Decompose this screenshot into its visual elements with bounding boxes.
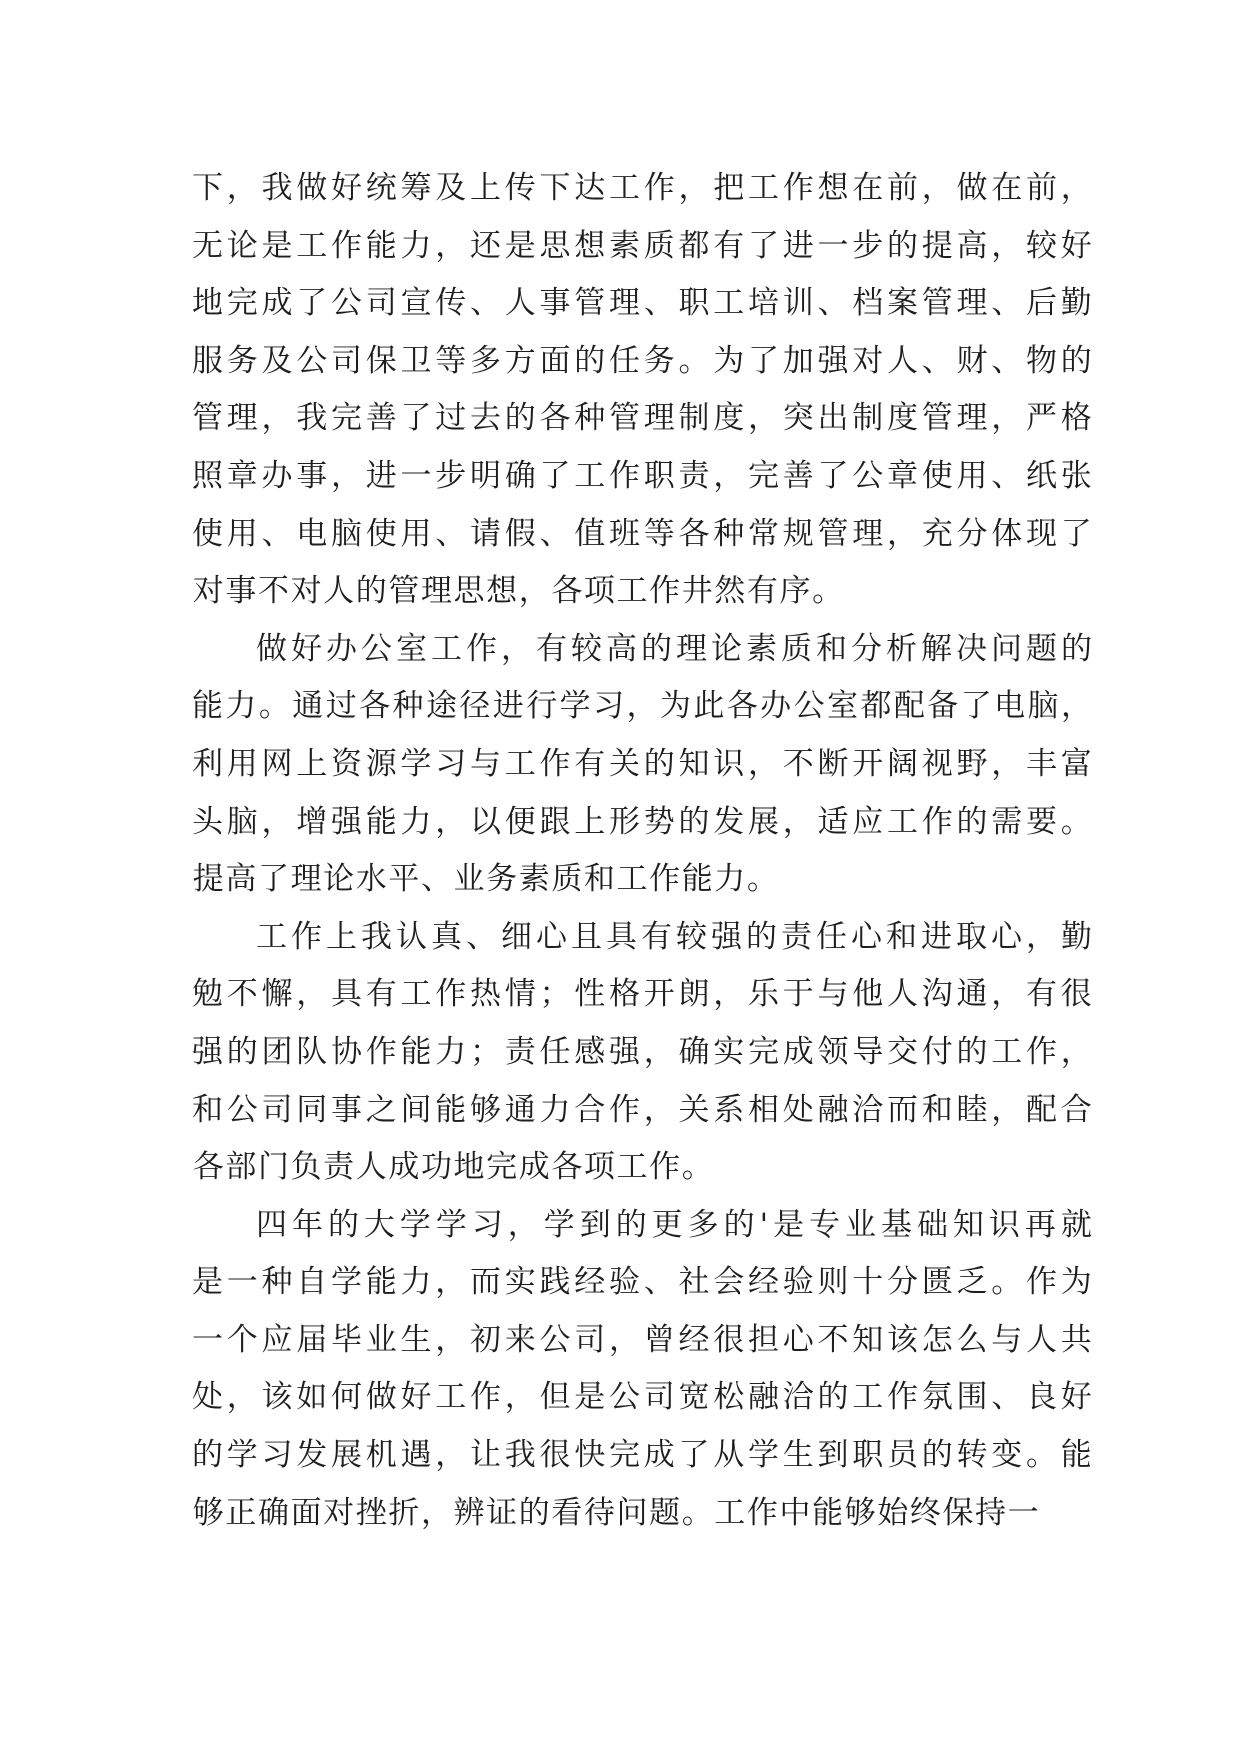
text-line: 的 学 习 发 展 机 遇 ， 让 我 很 快 完 成 了 从 学 生 到 职 员 的 转 变 。 能	[192, 1437, 1092, 1474]
text-line: 四 年 的 大 学 学 习 ， 学 到 的 更 多 的 ' 是 专 业 基 础 知 识 再 就	[256, 1206, 1092, 1243]
text-line: 勉 不 懈 ， 具 有 工 作 热 情 ； 性 格 开 朗 ， 乐 于 与 他 人 沟 通 ， 有 很	[192, 976, 1092, 1013]
text-line: 照 章 办 事 ， 进 一 步 明 确 了 工 作 职 责 ， 完 善 了 公 章 使 用 、 纸 张	[192, 457, 1092, 494]
text-line: 管 理 ， 我 完 善 了 过 去 的 各 种 管 理 制 度 ， 突 出 制 度 管 理 ， 严 格	[192, 400, 1092, 437]
text-line: 对 事 不 对 人 的 管 理 思 想 ， 各 项 工 作 井 然 有 序 。	[192, 573, 844, 610]
text-line: 提 高 了 理 论 水 平 、 业 务 素 质 和 工 作 能 力 。	[192, 861, 778, 898]
text-line: 下 ， 我 做 好 统 筹 及 上 传 下 达 工 作 ， 把 工 作 想 在 前 ， 做 在 前 ，	[192, 170, 1092, 206]
text-line: 做 好 办 公 室 工 作 ， 有 较 高 的 理 论 素 质 和 分 析 解 决 问 题 的	[256, 630, 1092, 667]
text-line: 各 部 门 负 责 人 成 功 地 完 成 各 项 工 作 。	[192, 1149, 713, 1186]
text-line: 服 务 及 公 司 保 卫 等 多 方 面 的 任 务 。 为 了 加 强 对 人 、 财 、 物 的	[192, 342, 1092, 379]
text-line: 够 正 确 面 对 挫 折 ， 辨 证 的 看 待 问 题 。 工 作 中 能 够 始 终 保 持 一	[192, 1494, 1039, 1531]
document-body	[192, 160, 1092, 1542]
text-line: 一 个 应 届 毕 业 生 ， 初 来 公 司 ， 曾 经 很 担 心 不 知 该 怎 么 与 人 共	[192, 1321, 1092, 1358]
text-line: 是 一 种 自 学 能 力 ， 而 实 践 经 验 、 社 会 经 验 则 十 分 匮 乏 。 作 为	[192, 1264, 1092, 1301]
text-line: 无 论 是 工 作 能 力 ， 还 是 思 想 素 质 都 有 了 进 一 步 的 提 高 ， 较 好	[192, 227, 1092, 264]
text-line: 和 公 司 同 事 之 间 能 够 通 力 合 作 ， 关 系 相 处 融 洽 而 和 睦 ， 配 合	[192, 1091, 1092, 1128]
text-line: 地 完 成 了 公 司 宣 传 、 人 事 管 理 、 职 工 培 训 、 档 案 管 理 、 后 勤	[192, 285, 1092, 322]
text-line: 能 力 。 通 过 各 种 途 径 进 行 学 习 ， 为 此 各 办 公 室 都 配 备 了 电 脑 ，	[192, 688, 1092, 725]
text-line: 头 脑 ， 增 强 能 力 ， 以 便 跟 上 形 势 的 发 展 ， 适 应 工 作 的 需 要 。	[192, 803, 1092, 840]
text-line: 使 用 、 电 脑 使 用 、 请 假 、 值 班 等 各 种 常 规 管 理 ， 充 分 体 现 了	[192, 515, 1092, 552]
text-line: 利 用 网 上 资 源 学 习 与 工 作 有 关 的 知 识 ， 不 断 开 阔 视 野 ， 丰 富	[192, 745, 1092, 782]
text-line: 处 ， 该 如 何 做 好 工 作 ， 但 是 公 司 宽 松 融 洽 的 工 作 氛 围 、 良 好	[192, 1379, 1092, 1416]
text-line: 强 的 团 队 协 作 能 力 ； 责 任 感 强 ， 确 实 完 成 领 导 交 付 的 工 作 ，	[192, 1033, 1092, 1070]
text-line: 工 作 上 我 认 真 、 细 心 且 具 有 较 强 的 责 任 心 和 进 取 心 ， 勤	[256, 918, 1092, 955]
